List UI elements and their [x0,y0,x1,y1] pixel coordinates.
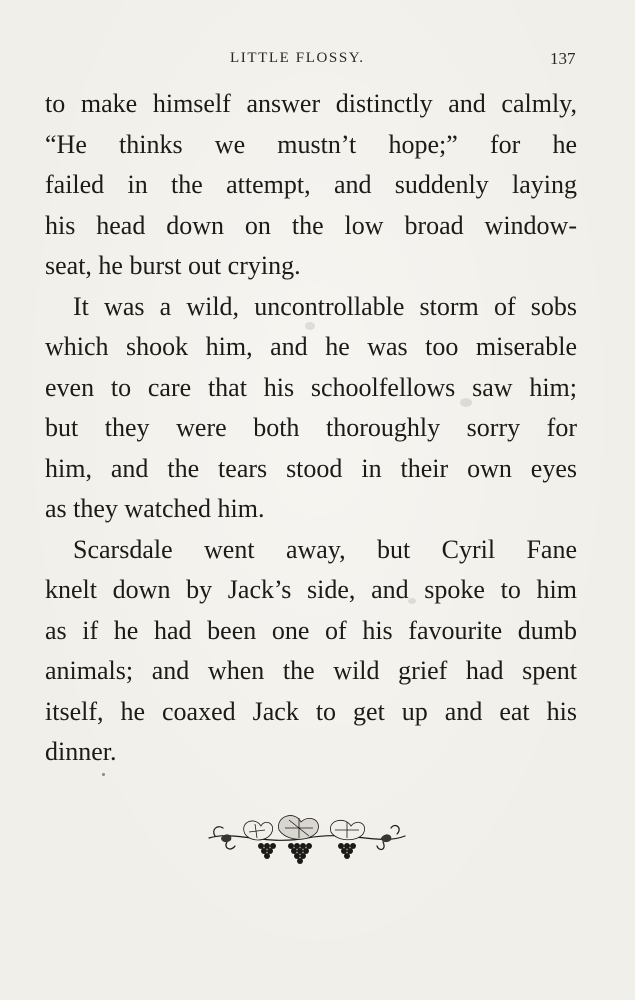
grapevine-tailpiece-icon [205,808,410,870]
text-line: seat, he burst out crying. [45,251,301,280]
paper-speck [460,398,472,407]
text-line: which shook him, and he was too miserable [45,332,577,361]
text-line: animals; and when the wild grief had spent [45,656,577,685]
body-text [45,84,577,773]
paper-speck [408,598,416,604]
text-line: to make himself answer distinctly and calmly, [45,89,577,118]
text-line: him, and the tears stood in their own eyes [45,453,577,483]
text-line: “He thinks we mustn’t hope;” for he [45,129,577,159]
text-line: It was a wild, uncontrollable storm of sobs [73,291,577,321]
page-number: 137 [550,49,576,68]
text-line: itself, he coaxed Jack to get up and eat his [45,696,577,726]
text-line: dinner. [45,737,117,766]
paper-speck [305,322,315,330]
text-line: knelt down by Jack’s side, and spoke to him [45,575,577,604]
running-head [0,50,635,72]
text-line: even to care that his schoolfellows saw him; [45,372,577,402]
running-title: LITTLE FLOSSY. [230,50,365,66]
text-line: as they watched him. [45,494,265,523]
text-line: but they were both thoroughly sorry for [45,413,577,442]
paper-speck [102,773,105,776]
text-line: his head down on the low broad window- [45,210,577,240]
text-line: as if he had been one of his favourite dumb [45,615,577,645]
text-line: failed in the attempt, and suddenly laying [45,170,577,199]
text-line: Scarsdale went away, but Cyril Fane [73,534,577,564]
